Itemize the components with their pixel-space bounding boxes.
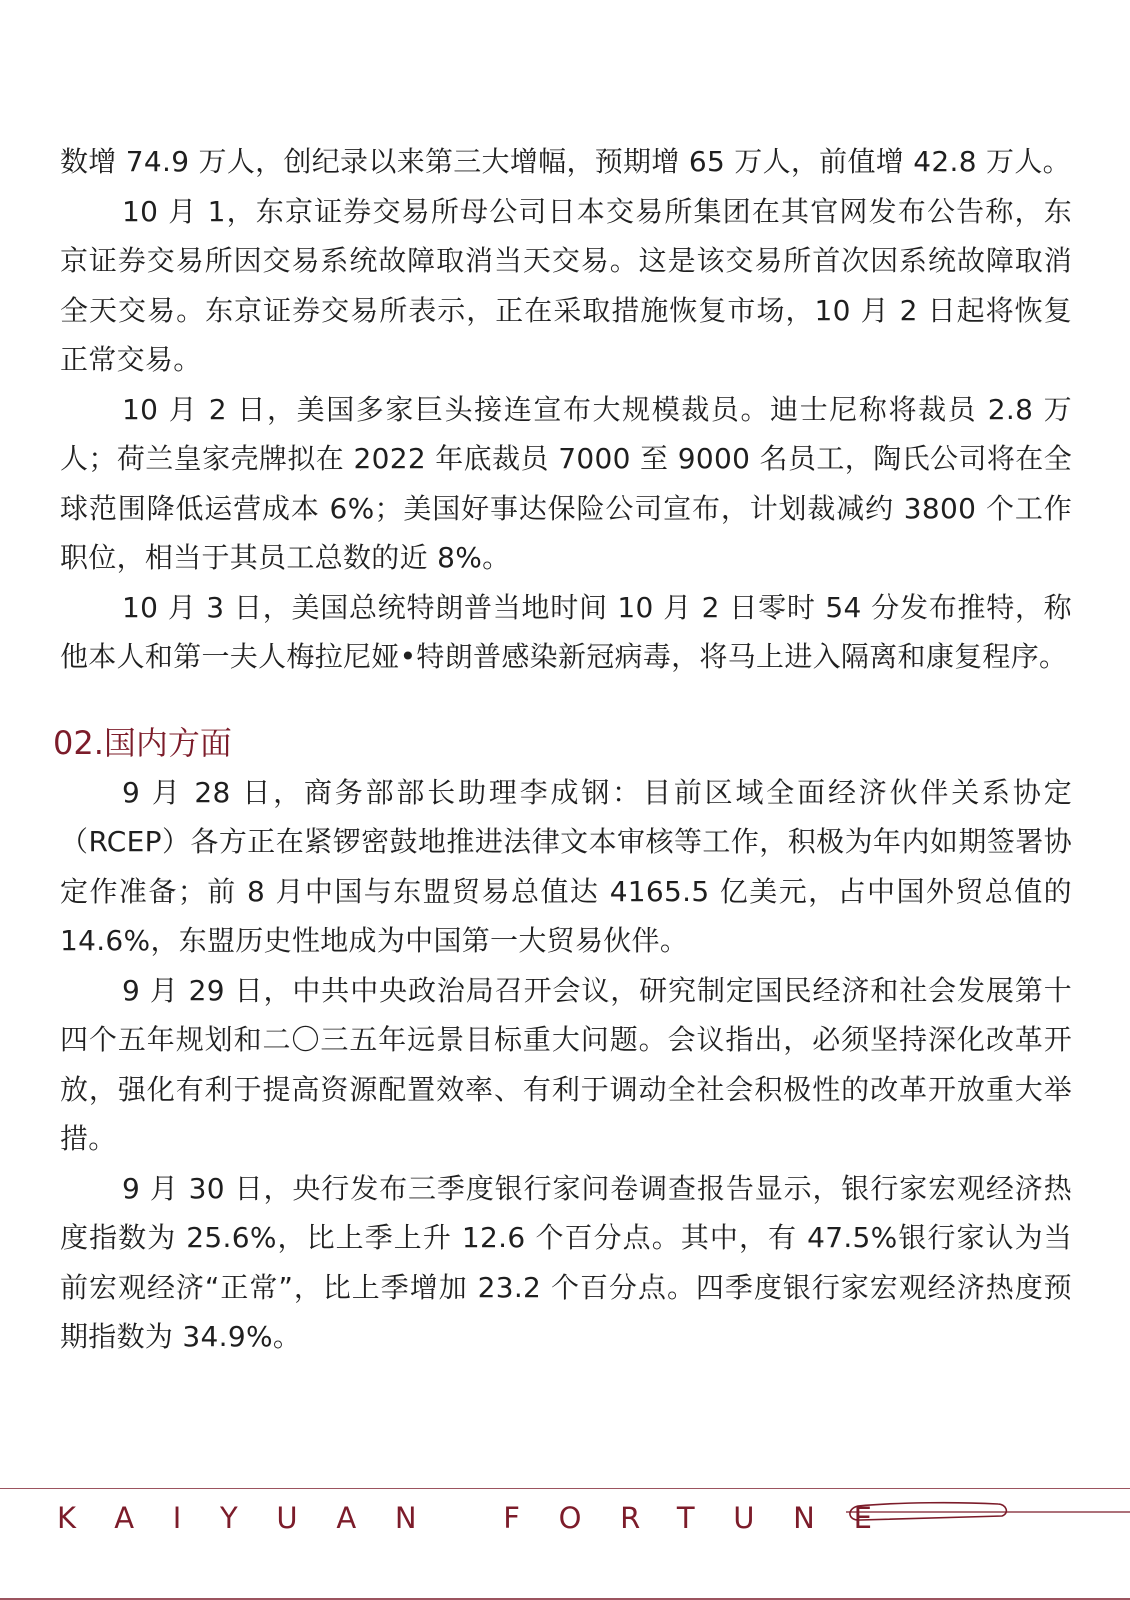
- paragraph-continuation: 数增 74.9 万人，创纪录以来第三大增幅，预期增 65 万人，前值增 42.8 万人。: [60, 145, 1071, 178]
- section-heading: 02.国内方面: [53, 723, 232, 762]
- paragraph-us-layoffs: 10 月 2 日，美国多家巨头接连宣布大规模裁员。迪士尼称将裁员 2.8 万人；荷兰皇家壳牌拟在 2022 年底裁员 7000 至 9000 名员工，陶氏公司将在全球范围降低运营成本 6%；美国好事达保险公司宣布，计划裁减约 3800 个工作职位，相当于其员工总数的近 8%。: [60, 392, 1072, 574]
- paragraph-rcep: 9 月 28 日，商务部部长助理李成钢：目前区域全面经济伙伴关系协定（RCEP）各方正在紧锣密鼓地推进法律文本审核等工作，积极为年内如期签署协定作准备；前 8 月中国与东盟贸易总值达 4165.5 亿美元，占中国外贸总值的 14.6%，东盟历史性地成为中国第一大贸易伙伴。: [60, 775, 1072, 957]
- footer-wordmark: KAIYUAN FORTUNE: [57, 1501, 911, 1535]
- document-body: [53, 137, 1072, 1362]
- paragraph-banker-survey: 9 月 30 日，央行发布三季度银行家问卷调查报告显示，银行家宏观经济热度指数为 25.6%，比上季上升 12.6 个百分点。其中，有 47.5%银行家认为当前宏观经济“正常”，比上季增加 23.2 个百分点。四季度银行家宏观经济热度预期指数为 34.9%。: [60, 1171, 1072, 1353]
- paragraph-trump-covid: 10 月 3 日，美国总统特朗普当地时间 10 月 2 日零时 54 分发布推特，称他本人和第一夫人梅拉尼娅•特朗普感染新冠病毒，将马上进入隔离和康复程序。: [60, 590, 1072, 673]
- paragraph-tokyo-exchange: 10 月 1，东京证券交易所母公司日本交易所集团在其官网发布公告称，东京证券交易所因交易系统故障取消当天交易。这是该交易所首次因系统故障取消全天交易。东京证券交易所表示，正在采取措施恢复市场，10 月 2 日起将恢复正常交易。: [60, 194, 1072, 376]
- paragraph-politburo: 9 月 29 日，中共中央政治局召开会议，研究制定国民经济和社会发展第十四个五年规划和二〇三五年远景目标重大问题。会议指出，必须坚持深化改革开放，强化有利于提高资源配置效率、有利于调动全社会积极性的改革开放重大举措。: [60, 973, 1072, 1155]
